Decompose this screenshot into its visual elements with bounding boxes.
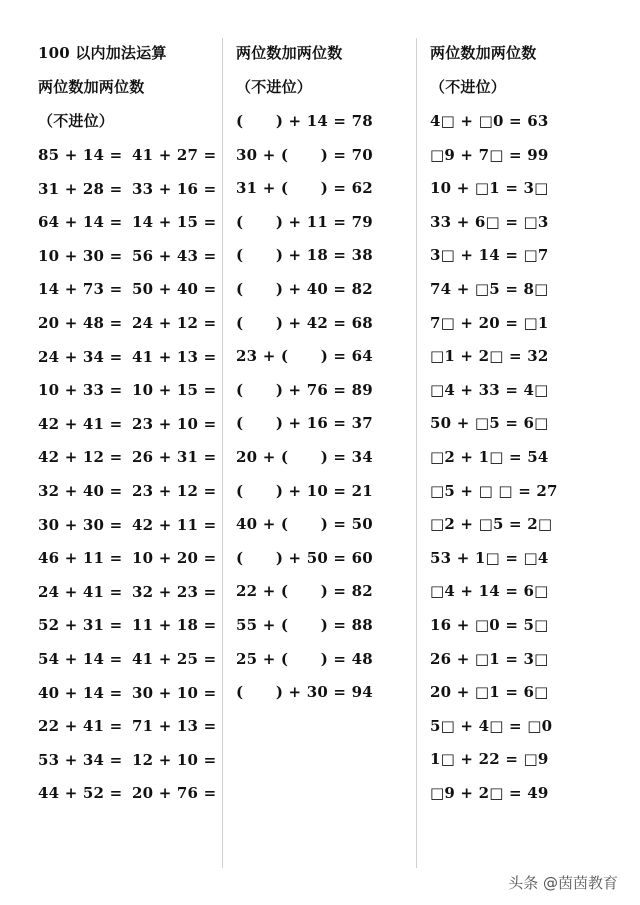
fill-in-problem: 23 + ( ) = 64: [236, 347, 373, 366]
problem-right: 42 + 11 =: [132, 515, 217, 534]
digit-box-problem: □9 + 2□ = 49: [430, 784, 549, 802]
problem-right: 20 + 76 =: [132, 784, 217, 803]
problem-right: 32 + 23 =: [132, 582, 217, 601]
digit-box-problem: 1□ + 22 = □9: [430, 750, 549, 769]
digit-box-problem: 53 + 1□ = □4: [430, 548, 549, 567]
problem-right: 12 + 10 =: [132, 750, 217, 769]
problem-left: 20 + 48 =: [38, 314, 123, 332]
watermark: 头条 @茵茵教育: [508, 874, 618, 892]
fill-in-problem: ( ) + 42 = 68: [236, 313, 373, 332]
problem-left: 52 + 31 =: [38, 616, 123, 635]
fill-in-problem: ( ) + 16 = 37: [236, 414, 373, 433]
digit-box-problem: □4 + 33 = 4□: [430, 380, 549, 399]
problem-left: 64 + 14 =: [38, 213, 123, 232]
problem-left: 24 + 41 =: [38, 582, 123, 601]
fill-in-problem: 55 + ( ) = 88: [236, 616, 373, 634]
problem-right: 30 + 10 =: [132, 683, 217, 702]
problem-right: 71 + 13 =: [132, 717, 217, 736]
problem-right: 41 + 13 =: [132, 347, 217, 366]
problem-left: 22 + 41 =: [38, 717, 123, 736]
column-2-note: （不进位）: [236, 78, 313, 96]
problem-left: 85 + 14 =: [38, 146, 123, 164]
problem-right: 14 + 15 =: [132, 213, 217, 232]
fill-in-problem: ( ) + 11 = 79: [236, 212, 373, 231]
problem-right: 23 + 12 =: [132, 482, 217, 500]
column-divider-1: [222, 38, 223, 868]
problem-left: 14 + 73 =: [38, 280, 123, 299]
digit-box-problem: 20 + □1 = 6□: [430, 683, 549, 702]
digit-box-problem: 3□ + 14 = □7: [430, 246, 549, 265]
problem-left: 31 + 28 =: [38, 179, 123, 198]
fill-in-problem: 30 + ( ) = 70: [236, 145, 373, 164]
problem-left: 40 + 14 =: [38, 683, 123, 702]
digit-box-problem: □2 + 1□ = 54: [430, 448, 549, 466]
problem-left: 10 + 33 =: [38, 381, 123, 400]
problem-right: 56 + 43 =: [132, 246, 217, 265]
problem-left: 10 + 30 =: [38, 246, 123, 265]
fill-in-problem: ( ) + 76 = 89: [236, 380, 373, 399]
problem-right: 11 + 18 =: [132, 616, 217, 635]
problem-left: 42 + 41 =: [38, 414, 123, 433]
problem-left: 54 + 14 =: [38, 650, 123, 668]
column-3-title: 两位数加两位数: [430, 44, 537, 62]
column-divider-2: [416, 38, 417, 868]
fill-in-problem: 31 + ( ) = 62: [236, 179, 373, 198]
problem-right: 10 + 15 =: [132, 381, 217, 400]
column-3-note: （不进位）: [430, 78, 507, 96]
problem-right: 23 + 10 =: [132, 414, 217, 433]
digit-box-problem: □2 + □5 = 2□: [430, 515, 553, 534]
fill-in-problem: ( ) + 30 = 94: [236, 683, 373, 702]
fill-in-problem: 25 + ( ) = 48: [236, 649, 373, 668]
problem-right: 24 + 12 =: [132, 314, 217, 332]
problem-left: 46 + 11 =: [38, 549, 123, 568]
column-1-subtitle: 两位数加两位数: [38, 78, 145, 96]
problem-right: 26 + 31 =: [132, 448, 217, 467]
digit-box-problem: □1 + 2□ = 32: [430, 347, 549, 366]
digit-box-problem: 33 + 6□ = □3: [430, 212, 549, 231]
digit-box-problem: 10 + □1 = 3□: [430, 179, 549, 198]
digit-box-problem: 16 + □0 = 5□: [430, 616, 549, 634]
fill-in-problem: ( ) + 40 = 82: [236, 280, 373, 298]
problem-right: 41 + 27 =: [132, 146, 217, 164]
column-1-note: （不进位）: [38, 112, 115, 130]
problem-right: 10 + 20 =: [132, 549, 217, 568]
digit-box-problem: □5 + □ □ = 27: [430, 481, 558, 500]
problem-left: 53 + 34 =: [38, 750, 123, 769]
fill-in-problem: ( ) + 14 = 78: [236, 112, 373, 130]
problem-right: 41 + 25 =: [132, 650, 217, 668]
fill-in-problem: 40 + ( ) = 50: [236, 515, 373, 534]
digit-box-problem: 74 + □5 = 8□: [430, 280, 549, 298]
digit-box-problem: 7□ + 20 = □1: [430, 313, 549, 332]
fill-in-problem: ( ) + 50 = 60: [236, 548, 373, 567]
column-1-title: 100 以内加法运算: [38, 44, 167, 62]
digit-box-problem: □9 + 7□ = 99: [430, 145, 549, 164]
problem-left: 30 + 30 =: [38, 515, 123, 534]
digit-box-problem: 4□ + □0 = 63: [430, 112, 549, 130]
fill-in-problem: 22 + ( ) = 82: [236, 582, 373, 601]
problem-right: 33 + 16 =: [132, 179, 217, 198]
fill-in-problem: ( ) + 18 = 38: [236, 246, 373, 265]
column-2-title: 两位数加两位数: [236, 44, 343, 62]
problem-left: 24 + 34 =: [38, 347, 123, 366]
problem-left: 32 + 40 =: [38, 482, 123, 500]
digit-box-problem: 26 + □1 = 3□: [430, 649, 549, 668]
digit-box-problem: 50 + □5 = 6□: [430, 414, 549, 433]
problem-left: 44 + 52 =: [38, 784, 123, 803]
fill-in-problem: ( ) + 10 = 21: [236, 481, 373, 500]
fill-in-problem: 20 + ( ) = 34: [236, 448, 373, 466]
problem-right: 50 + 40 =: [132, 280, 217, 299]
problem-left: 42 + 12 =: [38, 448, 123, 467]
digit-box-problem: □4 + 14 = 6□: [430, 582, 549, 601]
digit-box-problem: 5□ + 4□ = □0: [430, 716, 553, 735]
